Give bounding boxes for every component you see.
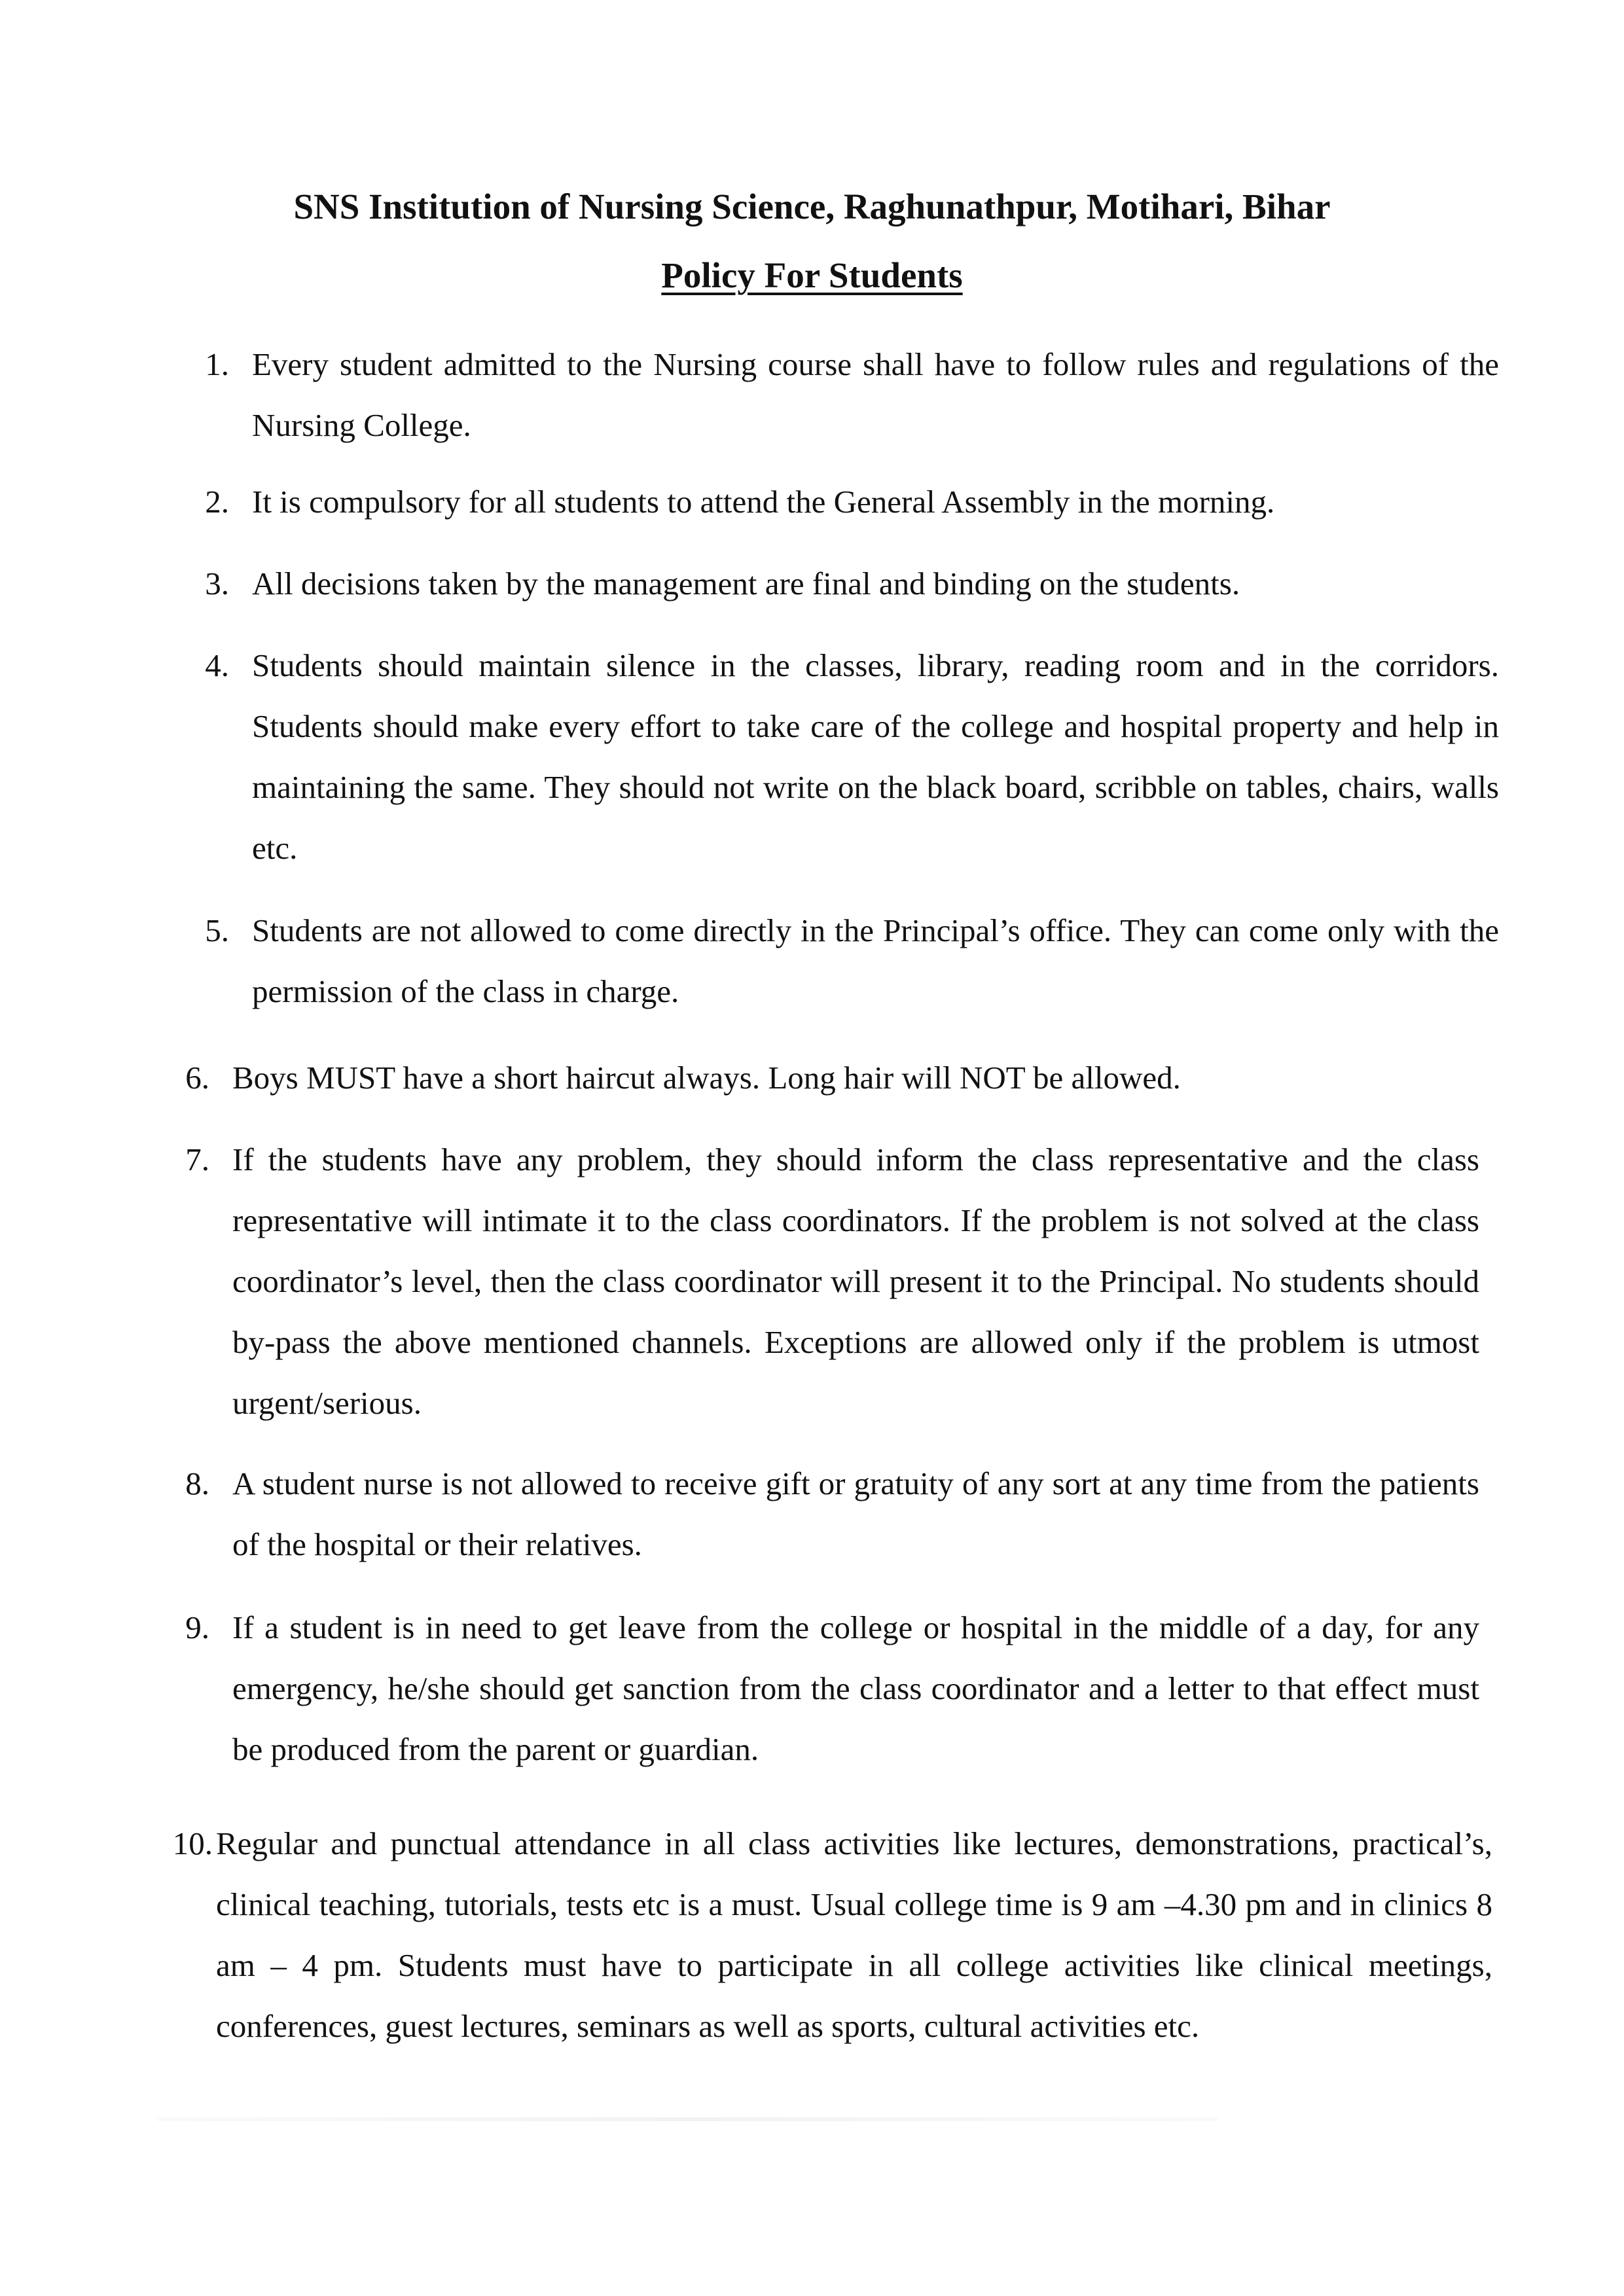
item-text: Regular and punctual attendance in all class activities like lectures, demonstrations, practical’s, clinical teaching, tutorials, tests etc is a must. Usual college time is 9 am –4.30 pm and in clinics 8 am – 4 pm. Students must have to participate in all college activities like clinical meetings, conferences, guest lectures, seminars as well as sports, cultural activities etc. bbox=[216, 1825, 1492, 2044]
item-number: 2. bbox=[205, 484, 229, 520]
item-text: It is compulsory for all students to attend the General Assembly in the morning. bbox=[252, 484, 1275, 520]
document-subtitle bbox=[0, 252, 1624, 299]
item-text: If the students have any problem, they should inform the class representative and the class representative will intimate it to the class coordinators. If the problem is not solved at the class coordinator’s level, then the class coordinator will present it to the Principal. No students should by-pass the above mentioned channels. Exceptions are allowed only if the problem is utmost urgent/serious. bbox=[232, 1141, 1479, 1421]
item-number: 7. bbox=[185, 1141, 209, 1177]
item-text: Boys MUST have a short haircut always. Long hair will NOT be allowed. bbox=[232, 1060, 1181, 1096]
item-number: 1. bbox=[205, 346, 229, 382]
item-text: Students are not allowed to come directly in the Principal’s office. They can come only with the permission of the class in charge. bbox=[252, 912, 1499, 1009]
item-number: 10. bbox=[172, 1825, 213, 1861]
item-number: 4. bbox=[205, 647, 229, 683]
document-title: SNS Institution of Nursing Science, Raghunathpur, Motihari, Bihar bbox=[293, 187, 1331, 226]
item-number: 5. bbox=[205, 912, 229, 948]
subtitle-text: Policy For Students bbox=[661, 255, 963, 295]
item-text: Students should maintain silence in the classes, library, reading room and in the corridors. Students should make every effort to take care of the college and hospital property and help in maintaining the same. They should not write on the black board, scribble on tables, chairs, walls etc. bbox=[252, 647, 1499, 866]
item-number: 6. bbox=[185, 1060, 209, 1096]
item-number: 8. bbox=[185, 1465, 209, 1501]
item-text: If a student is in need to get leave from the college or hospital in the middle of a day, for any emergency, he/she should get sanction from the class coordinator and a letter to that effect must be produced from the parent or guardian. bbox=[232, 1609, 1479, 1767]
item-text: A student nurse is not allowed to receive gift or gratuity of any sort at any time from the patients of the hospital or their relatives. bbox=[232, 1465, 1479, 1562]
item-text: All decisions taken by the management are final and binding on the students. bbox=[252, 565, 1240, 601]
item-number: 9. bbox=[185, 1609, 209, 1645]
item-text: Every student admitted to the Nursing course shall have to follow rules and regulations of the Nursing College. bbox=[252, 346, 1499, 443]
page-divider bbox=[157, 2117, 1218, 2121]
item-number: 3. bbox=[205, 565, 229, 601]
